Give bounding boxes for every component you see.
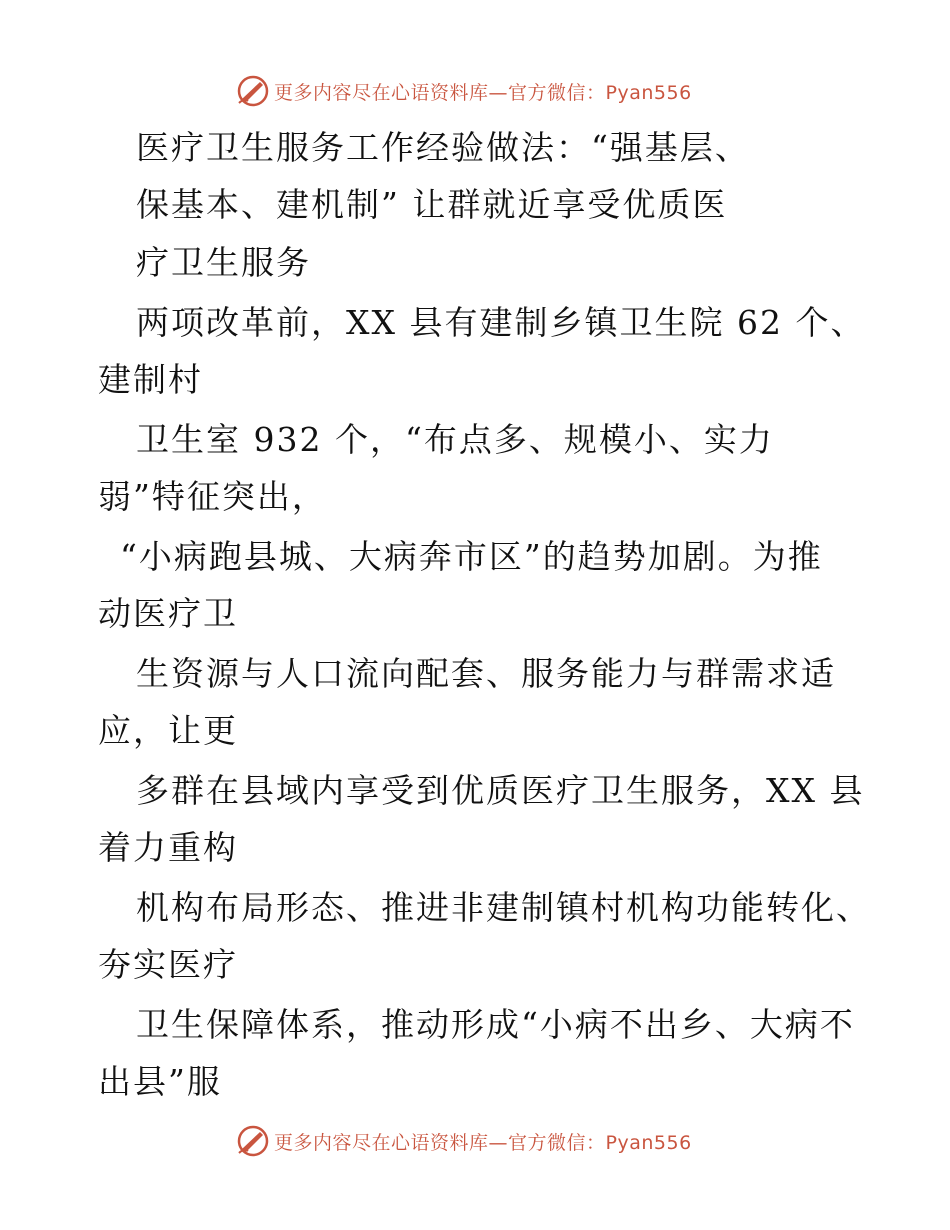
title-line-3: 疗卫生服务	[136, 243, 311, 282]
body-line: 卫生室 932 个，“布点多、规模小、实力	[136, 420, 774, 459]
title-line-2: 保基本、建机制” 让群就近享受优质医	[136, 185, 728, 224]
pen-logo-icon	[236, 1124, 270, 1158]
body-line: 生资源与人口流向配套、服务能力与群需求适	[136, 654, 836, 693]
body-line: 出县”服	[98, 1062, 222, 1101]
body-line: 动医疗卫	[98, 594, 238, 633]
body-line: 建制村	[98, 360, 203, 399]
body-line: “小病跑县城、大病奔市区”的趋势加剧。为推	[120, 537, 823, 576]
header-banner	[236, 74, 692, 108]
pen-logo-icon	[236, 74, 270, 108]
body-line: 应，让更	[98, 711, 238, 750]
body-line: 机构布局形态、推进非建制镇村机构功能转化、	[136, 888, 871, 927]
body-line: 两项改革前，XX 县有建制乡镇卫生院 62 个、	[136, 303, 866, 342]
header-banner-text: 更多内容尽在心语资料库—官方微信：Pyan556	[274, 81, 692, 104]
body-line: 弱”特征突出，	[98, 477, 327, 516]
footer-banner	[236, 1124, 692, 1158]
body-line: 着力重构	[98, 828, 238, 867]
body-line: 夯实医疗	[98, 945, 238, 984]
title-line-1: 医疗卫生服务工作经验做法：“强基层、	[136, 128, 750, 167]
footer-banner-text: 更多内容尽在心语资料库—官方微信：Pyan556	[274, 1131, 692, 1154]
body-line: 多群在县域内享受到优质医疗卫生服务，XX 县	[136, 771, 865, 810]
body-line: 卫生保障体系，推动形成“小病不出乡、大病不	[136, 1005, 855, 1044]
